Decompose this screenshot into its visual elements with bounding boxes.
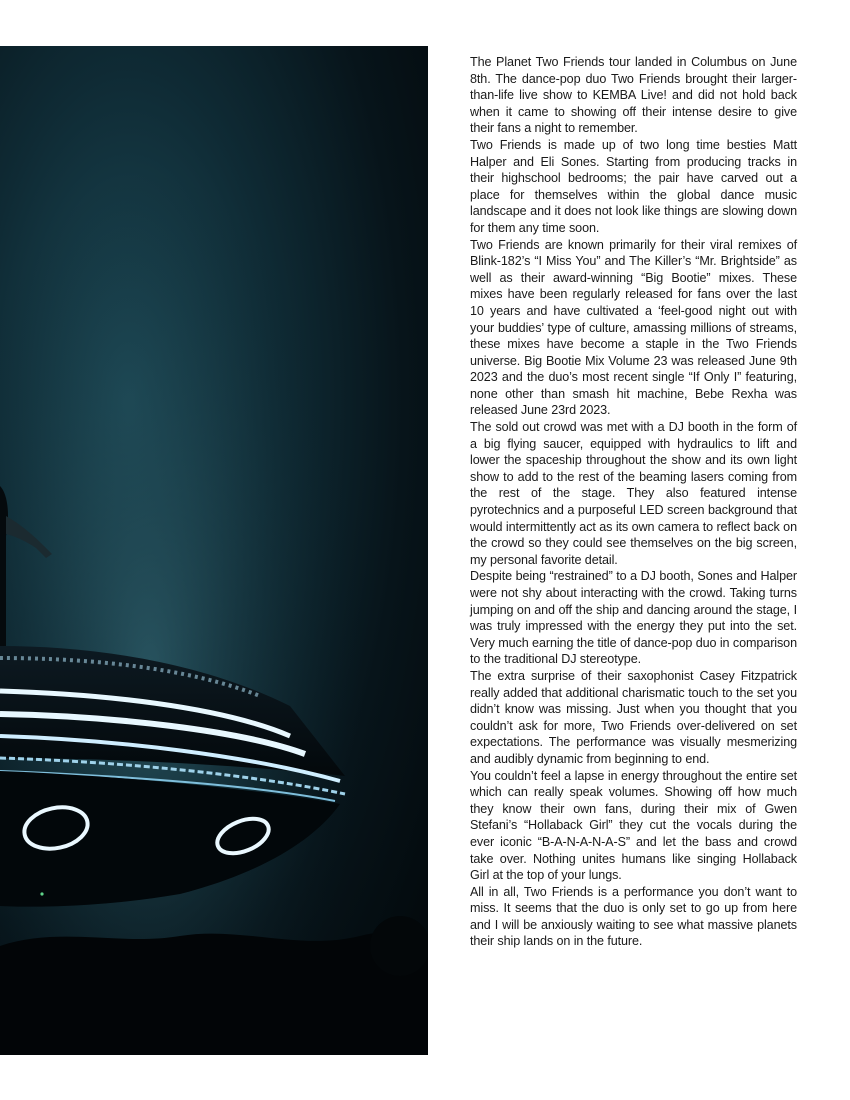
flying-saucer-stage-illustration <box>0 46 428 1055</box>
article-paragraph: All in all, Two Friends is a performance you don’t want to miss. It seems that the duo is only set to go up from here and I will be anxiously waiting to see what massive planets their ship lands on in the future. <box>470 884 797 949</box>
article-paragraph: You couldn’t feel a lapse in energy throughout the entire set which can really speak volumes. Showing off how much they know their own fans, during their mix of Gwen Stefani’s “Hollaback Girl” they cut the vocals during the ever iconic “B-A-N-A-N-A-S” and let the bass and crowd take over. Nothing unites humans like singing Hollaback Girl at the top of your lungs. <box>470 768 797 883</box>
article-paragraph: Two Friends are known primarily for their viral remixes of Blink-182’s “I Miss You” and The Killer’s “Mr. Brightside” as well as their award-winning “Big Bootie” mixes. These mixes have been regularly released for fans over the last 10 years and have cultivated a ‘feel-good night out with your buddies’ type of culture, amassing millions of streams, these mixes have become a staple in the Two Friends universe. Big Bootie Mix Volume 23 was released June 9th 2023 and the duo’s most recent single “If Only I” featuring, none other than smash hit machine, Bebe Rexha was released June 23rd 2023. <box>470 237 797 418</box>
article-paragraph: Two Friends is made up of two long time besties Matt Halper and Eli Sones. Starting from producing tracks in their highschool bedrooms; the pair have carved out a place for themselves within the global dance music landscape and it does not look like things are slowing down for them any time soon. <box>470 137 797 235</box>
article-paragraph: The sold out crowd was met with a DJ booth in the form of a big flying saucer, equipped with hydraulics to lift and lower the spaceship throughout the show and its own light show to add to the rest of the beaming lasers coming from the rest of the stage. They also featured intense pyrotechnics and a purposeful LED screen background that would intermittently act as its own camera to reflect back on the crowd so they could see themselves on the big screen, my personal favorite detail. <box>470 420 797 567</box>
crowd-silhouette <box>0 933 428 1055</box>
article-body <box>470 54 797 950</box>
article-paragraph: Despite being “restrained” to a DJ booth, Sones and Halper were not shy about interacting with the crowd. Taking turns jumping on and off the ship and dancing around the stage, I was truly impressed with the energy they put into the set. Very much earning the title of dance-pop duo in comparison to the traditional DJ stereotype. <box>470 569 797 667</box>
concert-photo <box>0 46 428 1055</box>
article-paragraph: The Planet Two Friends tour landed in Columbus on June 8th. The dance-pop duo Two Friends brought their larger-than-life live show to KEMBA Live! and did not hold back when it came to showing off their intense desire to give their fans a night to remember. <box>470 55 797 136</box>
article-paragraph: The extra surprise of their saxophonist Casey Fitzpatrick really added that additional charismatic touch to the set you didn’t know was missing. Just when you thought that you couldn’t ask for more, Two Friends over-delivered on set expectations. The performance was visually mesmerizing and audibly dynamic from beginning to end. <box>470 668 797 766</box>
